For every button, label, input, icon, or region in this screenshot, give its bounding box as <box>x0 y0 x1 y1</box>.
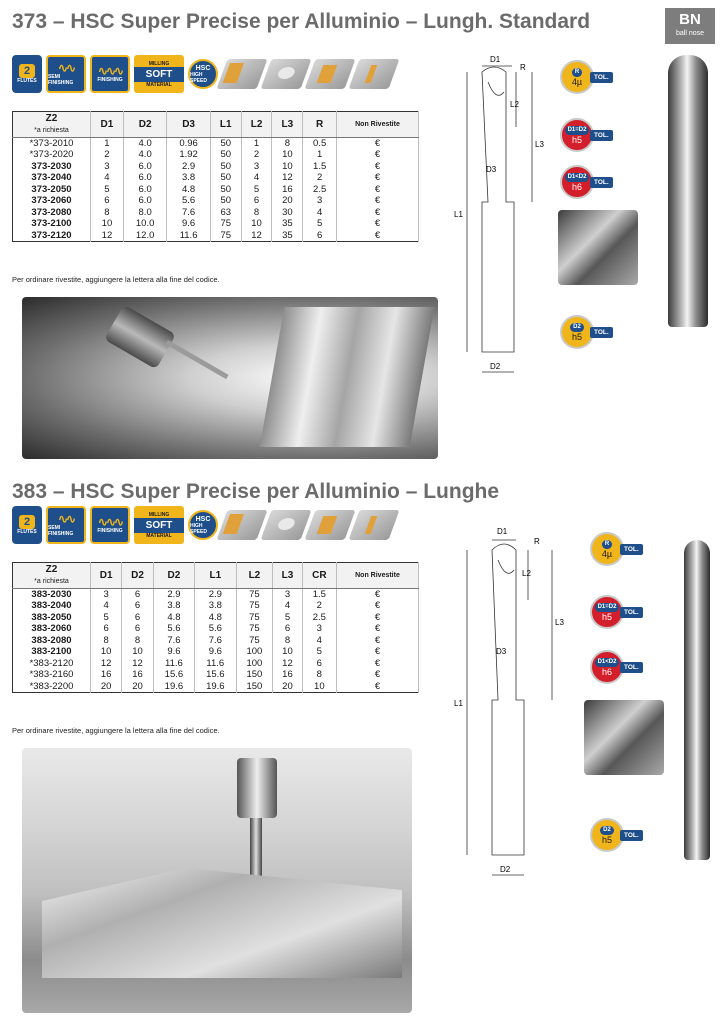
table-cell: 0.96 <box>167 138 210 150</box>
header-non-rivestite: Non Rivestite <box>337 563 419 589</box>
table-cell: € <box>337 161 419 173</box>
d3-label: D3 <box>486 165 497 174</box>
table-cell: 12 <box>122 658 153 670</box>
tolerance-d2: D2 h5 TOL. <box>560 315 613 349</box>
table-cell: 6 <box>302 658 336 670</box>
table-cell: 4 <box>302 635 336 647</box>
l2-label: L2 <box>522 569 531 578</box>
finishing-label: FINISHING <box>97 77 123 83</box>
table-cell: 4 <box>91 172 124 184</box>
table-cell: € <box>337 681 419 693</box>
table-cell: 150 <box>236 669 273 681</box>
table-cell: 20 <box>91 681 122 693</box>
table-cell: € <box>337 207 419 219</box>
table-cell: 6 <box>122 589 153 601</box>
table-cell: 16 <box>91 669 122 681</box>
product-code: *373-2010 <box>13 138 91 150</box>
product-code: 373-2030 <box>13 161 91 173</box>
table-row <box>13 646 419 658</box>
product-code: *373-2020 <box>13 149 91 161</box>
table-cell: 12 <box>241 230 272 242</box>
product-code: *383-2160 <box>13 669 91 681</box>
table-cell: 2 <box>303 172 337 184</box>
d2-label: D2 <box>490 362 501 371</box>
table-cell: 10 <box>302 681 336 693</box>
table-cell: 2 <box>302 600 336 612</box>
table-cell: 150 <box>236 681 273 693</box>
finishing-badge <box>90 55 130 93</box>
groove-machining-icon <box>349 59 400 89</box>
product-code: 373-2040 <box>13 172 91 184</box>
section-373-title: 373 – HSC Super Precise per Alluminio – Lungh. Standard <box>12 10 591 33</box>
table-cell: 8 <box>91 207 124 219</box>
table-cell: 19.6 <box>195 681 236 693</box>
header-d2b: D2 <box>153 563 194 589</box>
table-cell: 3 <box>302 623 336 635</box>
table-cell: 50 <box>210 195 241 207</box>
material-label: MATERIAL <box>146 532 172 539</box>
table-cell: € <box>337 635 419 647</box>
table-cell: 75 <box>210 230 241 242</box>
table-row <box>13 589 419 601</box>
table-cell: 2.9 <box>153 589 194 601</box>
header-code: Z2 *a richiesta <box>13 112 91 138</box>
table-cell: 11.6 <box>153 658 194 670</box>
table-cell: 5.6 <box>153 623 194 635</box>
table-cell: 2.5 <box>303 184 337 196</box>
header-d2: D2 <box>122 563 153 589</box>
l3-label: L3 <box>535 140 544 149</box>
semi-finishing-badge <box>46 55 86 93</box>
table-row <box>13 184 419 196</box>
table-cell: 4.8 <box>153 612 194 624</box>
l3-label: L3 <box>555 618 564 627</box>
table-cell: 7.6 <box>195 635 236 647</box>
order-note-383: Per ordinare rivestite, aggiungere la lettera alla fine del codice. <box>12 726 220 735</box>
table-cell: 8 <box>122 635 153 647</box>
table-cell: 50 <box>210 161 241 173</box>
order-note-373: Per ordinare rivestite, aggiungere la lettera alla fine del codice. <box>12 275 220 284</box>
section-383-title: 383 – HSC Super Precise per Alluminio – Lunghe <box>12 480 500 503</box>
table-cell: 5 <box>241 184 272 196</box>
table-cell: 75 <box>236 589 273 601</box>
table-header-row <box>13 563 419 589</box>
header-l1: L1 <box>210 112 241 138</box>
product-code: 383-2030 <box>13 589 91 601</box>
milling-label: MILLING <box>148 60 170 67</box>
table-cell: € <box>337 646 419 658</box>
table-row <box>13 138 419 150</box>
table-cell: 11.6 <box>195 658 236 670</box>
product-code: 383-2040 <box>13 600 91 612</box>
header-d1: D1 <box>91 563 122 589</box>
header-l1: L1 <box>195 563 236 589</box>
table-cell: 20 <box>272 195 303 207</box>
table-cell: 1.92 <box>167 149 210 161</box>
hsc-badge <box>188 59 218 89</box>
flutes-label: FLUTES <box>17 529 37 535</box>
pocket-machining-icon <box>261 59 312 89</box>
table-cell: 4.0 <box>123 149 166 161</box>
table-row <box>13 195 419 207</box>
table-cell: 9.6 <box>167 218 210 230</box>
table-row <box>13 172 419 184</box>
end-mill-render-373 <box>668 55 708 327</box>
table-cell: 3 <box>241 161 272 173</box>
table-cell: 75 <box>236 635 273 647</box>
table-cell: 3 <box>91 589 122 601</box>
table-cell: 6.0 <box>123 195 166 207</box>
table-cell: 6 <box>122 623 153 635</box>
table-cell: 15.6 <box>195 669 236 681</box>
milling-label: MILLING <box>148 511 170 518</box>
table-cell: 10 <box>272 161 303 173</box>
table-row <box>13 230 419 242</box>
table-cell: 9.6 <box>195 646 236 658</box>
table-cell: € <box>337 184 419 196</box>
table-cell: 4 <box>241 172 272 184</box>
spec-table-373 <box>12 111 419 242</box>
material-label: MATERIAL <box>146 81 172 88</box>
table-cell: 75 <box>236 612 273 624</box>
table-cell: € <box>337 138 419 150</box>
table-cell: 8 <box>273 635 302 647</box>
flutes-label: FLUTES <box>17 78 37 84</box>
product-code: *383-2120 <box>13 658 91 670</box>
product-code: 383-2100 <box>13 646 91 658</box>
product-code: 383-2080 <box>13 635 91 647</box>
table-row <box>13 635 419 647</box>
flutes-number: 2 <box>19 64 35 78</box>
table-cell: 12 <box>91 658 122 670</box>
table-cell: 5 <box>303 218 337 230</box>
table-cell: 5.6 <box>195 623 236 635</box>
table-cell: 8.0 <box>123 207 166 219</box>
table-cell: 4 <box>91 600 122 612</box>
d1-label: D1 <box>497 527 508 536</box>
header-l3: L3 <box>273 563 302 589</box>
table-cell: € <box>337 589 419 601</box>
table-cell: 3 <box>303 195 337 207</box>
tolerance-r: R 4µ TOL. <box>590 532 643 566</box>
table-cell: 50 <box>210 149 241 161</box>
semi-finishing-label: SEMI FINISHING <box>48 74 74 86</box>
d3-label: D3 <box>496 647 507 656</box>
groove-machining-icon <box>349 510 400 540</box>
table-cell: 12 <box>272 172 303 184</box>
product-code: 373-2120 <box>13 230 91 242</box>
spec-table-383 <box>12 562 419 693</box>
table-cell: € <box>337 623 419 635</box>
table-cell: 20 <box>122 681 153 693</box>
table-cell: 6.0 <box>123 184 166 196</box>
header-l3: L3 <box>272 112 303 138</box>
pocket-machining-icon <box>261 510 312 540</box>
table-cell: 5 <box>91 184 124 196</box>
machining-photo-383 <box>22 748 412 1013</box>
high-speed-label: HIGH SPEED <box>190 71 207 84</box>
table-cell: 10 <box>241 218 272 230</box>
shoulder-machining-icon <box>217 59 268 89</box>
table-cell: 4 <box>303 207 337 219</box>
table-cell: 75 <box>236 600 273 612</box>
logo-subtext: ball nose <box>675 30 705 37</box>
table-cell: € <box>337 149 419 161</box>
l1-label: L1 <box>454 699 463 708</box>
table-cell: 50 <box>210 138 241 150</box>
wave-icon: ∿∿∿ <box>97 64 123 78</box>
header-r: R <box>303 112 337 138</box>
table-cell: 6 <box>303 230 337 242</box>
table-cell: 19.6 <box>153 681 194 693</box>
d2-label: D2 <box>500 865 511 874</box>
table-cell: 4.0 <box>123 138 166 150</box>
table-cell: 12 <box>91 230 124 242</box>
table-row <box>13 218 419 230</box>
table-cell: 4.8 <box>167 184 210 196</box>
product-code: *383-2200 <box>13 681 91 693</box>
header-non-rivestite: Non Rivestite <box>337 112 419 138</box>
l2-label: L2 <box>510 100 519 109</box>
header-l2: L2 <box>241 112 272 138</box>
table-cell: 2.9 <box>195 589 236 601</box>
tool-diagram-383 <box>452 520 572 890</box>
tool-closeup-photo-373 <box>558 210 638 285</box>
table-cell: 3 <box>273 589 302 601</box>
table-cell: 75 <box>236 623 273 635</box>
slot-machining-icon <box>305 59 356 89</box>
wave-icon: ∿∿∿ <box>97 515 123 529</box>
soft-label: SOFT <box>134 67 184 82</box>
table-cell: 3.8 <box>153 600 194 612</box>
table-cell: 2.9 <box>167 161 210 173</box>
table-cell: 1.5 <box>303 161 337 173</box>
table-cell: € <box>337 600 419 612</box>
table-cell: 3.8 <box>167 172 210 184</box>
table-cell: 6 <box>273 623 302 635</box>
table-cell: 50 <box>210 184 241 196</box>
product-code: 373-2050 <box>13 184 91 196</box>
table-cell: 1.5 <box>302 589 336 601</box>
tolerance-d1-eq-d2: D1=D2 h5 TOL. <box>560 118 613 152</box>
table-cell: 1 <box>241 138 272 150</box>
table-cell: 100 <box>236 658 273 670</box>
table-row <box>13 149 419 161</box>
logo-text: BN <box>679 11 701 28</box>
table-cell: 12 <box>273 658 302 670</box>
table-cell: 10.0 <box>123 218 166 230</box>
l1-label: L1 <box>454 210 463 219</box>
table-cell: 6 <box>122 600 153 612</box>
table-cell: 5 <box>91 612 122 624</box>
table-cell: 30 <box>272 207 303 219</box>
table-cell: 6.0 <box>123 161 166 173</box>
table-header-row <box>13 112 419 138</box>
table-cell: € <box>337 612 419 624</box>
table-cell: 2 <box>241 149 272 161</box>
shoulder-machining-icon <box>217 510 268 540</box>
table-cell: 8 <box>241 207 272 219</box>
product-code: 373-2100 <box>13 218 91 230</box>
feature-icons-373 <box>12 52 394 96</box>
table-cell: 35 <box>272 230 303 242</box>
table-cell: 15.6 <box>153 669 194 681</box>
table-cell: 7.6 <box>153 635 194 647</box>
table-cell: 8 <box>91 635 122 647</box>
table-cell: 63 <box>210 207 241 219</box>
table-cell: 10 <box>91 646 122 658</box>
table-cell: € <box>337 172 419 184</box>
table-cell: € <box>337 669 419 681</box>
product-code: 373-2080 <box>13 207 91 219</box>
wave-icon: ∿∿ <box>57 512 75 526</box>
table-cell: 1 <box>91 138 124 150</box>
product-code: 383-2060 <box>13 623 91 635</box>
tolerance-d2: D2 h5 TOL. <box>590 818 643 852</box>
table-row <box>13 658 419 670</box>
table-cell: 3.8 <box>195 600 236 612</box>
header-d3: D3 <box>167 112 210 138</box>
semi-finishing-badge <box>46 506 86 544</box>
table-row <box>13 612 419 624</box>
tolerance-d1-eq-d2: D1=D2 h5 TOL. <box>590 595 643 629</box>
table-cell: 1 <box>303 149 337 161</box>
slot-machining-icon <box>305 510 356 540</box>
table-cell: 2.5 <box>302 612 336 624</box>
table-cell: 10 <box>273 646 302 658</box>
product-code: 383-2050 <box>13 612 91 624</box>
table-row <box>13 623 419 635</box>
table-row <box>13 207 419 219</box>
table-cell: 10 <box>91 218 124 230</box>
table-row <box>13 161 419 173</box>
table-cell: 75 <box>210 218 241 230</box>
table-cell: 12.0 <box>123 230 166 242</box>
header-cr: CR <box>302 563 336 589</box>
table-cell: 4.8 <box>195 612 236 624</box>
table-cell: 6 <box>91 623 122 635</box>
header-l2: L2 <box>236 563 273 589</box>
table-cell: 16 <box>122 669 153 681</box>
table-cell: 6 <box>122 612 153 624</box>
ball-nose-logo <box>665 8 715 44</box>
table-cell: 8 <box>302 669 336 681</box>
table-row <box>13 669 419 681</box>
flutes-number: 2 <box>19 515 35 529</box>
r-label: R <box>520 63 526 72</box>
table-cell: 35 <box>272 218 303 230</box>
flutes-badge <box>12 55 42 93</box>
table-cell: 6.0 <box>123 172 166 184</box>
finishing-badge <box>90 506 130 544</box>
table-cell: 6 <box>91 195 124 207</box>
hsc-badge <box>188 510 218 540</box>
table-cell: 10 <box>122 646 153 658</box>
high-speed-label: HIGH SPEED <box>190 522 207 535</box>
table-cell: 9.6 <box>153 646 194 658</box>
feature-icons-383 <box>12 503 394 547</box>
table-cell: 6 <box>241 195 272 207</box>
r-label: R <box>534 537 540 546</box>
end-mill-render-383 <box>684 540 710 860</box>
table-cell: 5 <box>302 646 336 658</box>
d1-label: D1 <box>490 55 501 64</box>
table-cell: 20 <box>273 681 302 693</box>
tolerance-d1-lt-d2: D1<D2 h6 TOL. <box>590 650 643 684</box>
table-cell: € <box>337 195 419 207</box>
tool-closeup-photo-383 <box>584 700 664 775</box>
table-cell: 5 <box>273 612 302 624</box>
header-d2: D2 <box>123 112 166 138</box>
header-code: Z2 *a richiesta <box>13 563 91 589</box>
table-cell: 100 <box>236 646 273 658</box>
product-code: 373-2060 <box>13 195 91 207</box>
table-cell: 5.6 <box>167 195 210 207</box>
table-cell: 8 <box>272 138 303 150</box>
table-cell: 50 <box>210 172 241 184</box>
table-cell: 16 <box>273 669 302 681</box>
table-cell: 2 <box>91 149 124 161</box>
tool-diagram-373 <box>452 52 552 382</box>
table-cell: € <box>337 230 419 242</box>
semi-finishing-label: SEMI FINISHING <box>48 525 74 537</box>
header-d1: D1 <box>91 112 124 138</box>
table-cell: € <box>337 658 419 670</box>
hsc-label: HSC <box>195 64 211 72</box>
table-cell: 10 <box>272 149 303 161</box>
milling-soft-badge <box>134 506 184 544</box>
tolerance-r: R 4µ TOL. <box>560 60 613 94</box>
tolerance-d1-lt-d2: D1<D2 h6 TOL. <box>560 165 613 199</box>
table-cell: 7.6 <box>167 207 210 219</box>
table-cell: 3 <box>91 161 124 173</box>
table-row <box>13 681 419 693</box>
table-cell: 4 <box>273 600 302 612</box>
soft-label: SOFT <box>134 518 184 533</box>
wave-icon: ∿∿ <box>57 61 75 75</box>
hsc-label: HSC <box>195 515 211 523</box>
finishing-label: FINISHING <box>97 528 123 534</box>
milling-soft-badge <box>134 55 184 93</box>
table-cell: € <box>337 218 419 230</box>
machining-photo-373 <box>22 297 438 459</box>
table-cell: 0.5 <box>303 138 337 150</box>
table-cell: 11.6 <box>167 230 210 242</box>
flutes-badge <box>12 506 42 544</box>
table-row <box>13 600 419 612</box>
table-cell: 16 <box>272 184 303 196</box>
